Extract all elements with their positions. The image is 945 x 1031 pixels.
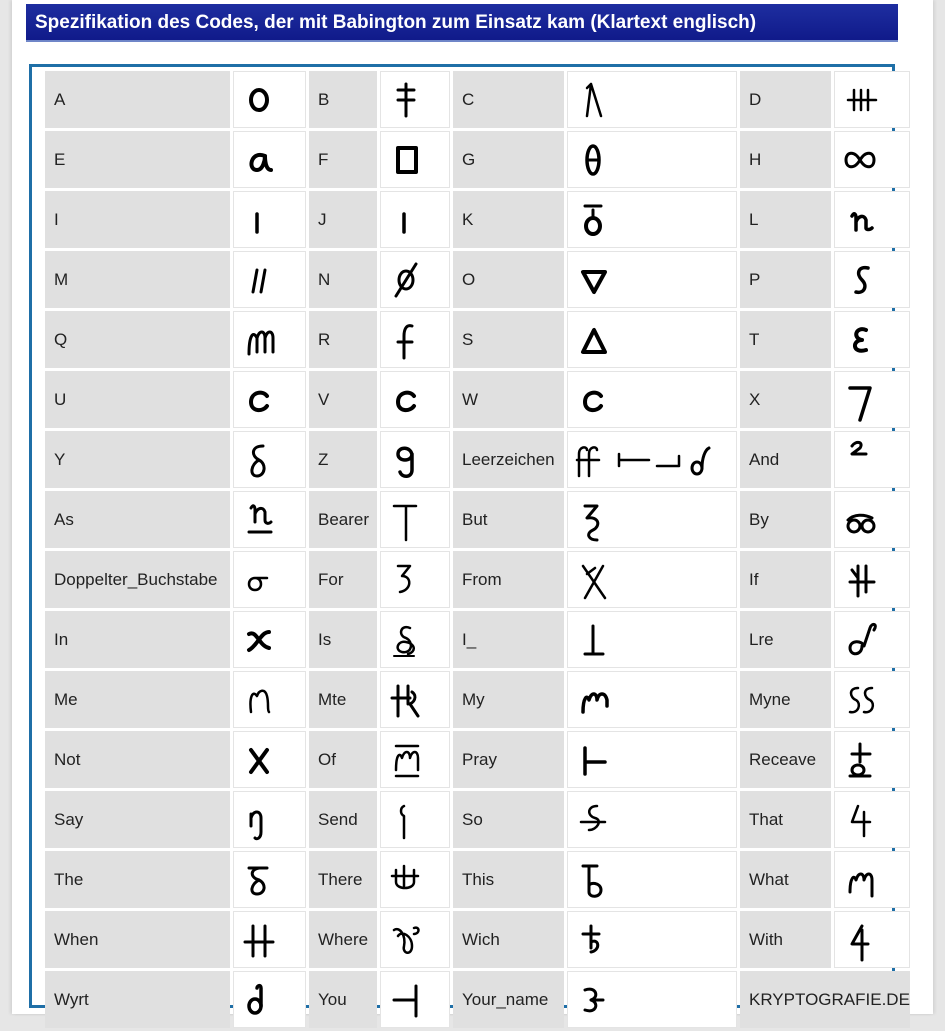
plaintext-label: So: [453, 791, 564, 848]
m-arch-cipher-symbol-icon: [233, 311, 306, 368]
table-row: [45, 191, 910, 248]
plaintext-label: A: [45, 71, 230, 128]
table-row: [45, 71, 910, 128]
gamma-loop-cipher-symbol-icon: [380, 911, 450, 968]
plaintext-label: Leerzeichen: [453, 431, 564, 488]
x-cipher-symbol-icon: [233, 731, 306, 788]
plaintext-label: P: [740, 251, 831, 308]
crossed-x-cipher-symbol-icon: [567, 551, 737, 608]
x-curl-cipher-symbol-icon: [233, 611, 306, 668]
double-o-cipher-symbol-icon: [834, 491, 910, 548]
eight-bar-cipher-symbol-icon: [233, 851, 306, 908]
plaintext-label: With: [740, 911, 831, 968]
table-row: [45, 971, 910, 1028]
plaintext-label: By: [740, 491, 831, 548]
down-triangle-cipher-symbol-icon: [567, 251, 737, 308]
seven-cipher-symbol-icon: [834, 371, 910, 428]
plaintext-label: I_: [453, 611, 564, 668]
plaintext-label: M: [45, 251, 230, 308]
plaintext-label: Of: [309, 731, 377, 788]
table-row: [45, 431, 910, 488]
c-cipher-symbol-icon: [233, 371, 306, 428]
c-cipher-symbol-icon: [380, 371, 450, 428]
plaintext-label: G: [453, 131, 564, 188]
eight-cipher-symbol-icon: [233, 431, 306, 488]
epsilon-cipher-symbol-icon: [834, 311, 910, 368]
two-cipher-symbol-icon: [834, 431, 910, 488]
plaintext-label: The: [45, 851, 230, 908]
plaintext-label: If: [740, 551, 831, 608]
plaintext-label: Pray: [453, 731, 564, 788]
n-curl-cipher-symbol-icon: [834, 191, 910, 248]
m-bar-cipher-symbol-icon: [380, 731, 450, 788]
double-dagger-cipher-symbol-icon: [380, 71, 450, 128]
table-row: [45, 851, 910, 908]
plaintext-label: H: [740, 131, 831, 188]
sigma-cipher-symbol-icon: [233, 551, 306, 608]
plaintext-label: R: [309, 311, 377, 368]
slashed-o-cipher-symbol-icon: [380, 251, 450, 308]
crossed-loop-cipher-symbol-icon: [567, 791, 737, 848]
plaintext-label: Doppelter_Buchstabe: [45, 551, 230, 608]
square-cipher-symbol-icon: [380, 131, 450, 188]
f-cipher-symbol-icon: [380, 311, 450, 368]
three-cipher-symbol-icon: [380, 551, 450, 608]
h-r-cipher-symbol-icon: [380, 671, 450, 728]
plaintext-label: Z: [309, 431, 377, 488]
watermark: KRYPTOGRAFIE.DE: [740, 971, 910, 1028]
plaintext-label: Send: [309, 791, 377, 848]
plaintext-label: My: [453, 671, 564, 728]
plaintext-label: But: [453, 491, 564, 548]
plaintext-label: B: [309, 71, 377, 128]
four-cipher-symbol-icon: [834, 791, 910, 848]
plaintext-label: E: [45, 131, 230, 188]
plaintext-label: Say: [45, 791, 230, 848]
infinity-cipher-symbol-icon: [834, 131, 910, 188]
plaintext-label: I: [45, 191, 230, 248]
table-row: [45, 611, 910, 668]
double-slash-cipher-symbol-icon: [233, 251, 306, 308]
table-row: [45, 371, 910, 428]
t-loop-cipher-symbol-icon: [834, 731, 910, 788]
plaintext-label: For: [309, 551, 377, 608]
plaintext-label: As: [45, 491, 230, 548]
bar-cipher-symbol-icon: [380, 191, 450, 248]
four-stem-cipher-symbol-icon: [834, 911, 910, 968]
plaintext-label: Wyrt: [45, 971, 230, 1028]
m-script-cipher-symbol-icon: [567, 671, 737, 728]
plaintext-label: Where: [309, 911, 377, 968]
plaintext-label: Wich: [453, 911, 564, 968]
table-row: [45, 551, 910, 608]
d-cipher-symbol-icon: [233, 971, 306, 1028]
plaintext-label: Bearer: [309, 491, 377, 548]
n-hook-cipher-symbol-icon: [233, 791, 306, 848]
loop-d-cipher-symbol-icon: [834, 611, 910, 668]
stand-cipher-symbol-icon: [567, 611, 737, 668]
n-underline-cipher-symbol-icon: [233, 491, 306, 548]
plaintext-label: X: [740, 371, 831, 428]
u-ornament-cipher-symbol-icon: [380, 851, 450, 908]
plaintext-label: This: [453, 851, 564, 908]
plaintext-label: Me: [45, 671, 230, 728]
plaintext-label: L: [740, 191, 831, 248]
plaintext-label: F: [309, 131, 377, 188]
table-row: [45, 251, 910, 308]
curly-z-cipher-symbol-icon: [567, 491, 737, 548]
plaintext-label: Your_name: [453, 971, 564, 1028]
plaintext-label: U: [45, 371, 230, 428]
hash-bars-cipher-symbol-icon: [834, 71, 910, 128]
table-row: [45, 911, 910, 968]
table-row: [45, 791, 910, 848]
o-bar-cipher-symbol-icon: [567, 191, 737, 248]
plaintext-label: Is: [309, 611, 377, 668]
s-stem-cipher-symbol-icon: [380, 791, 450, 848]
alpha-cipher-symbol-icon: [233, 131, 306, 188]
table-row: [45, 131, 910, 188]
c-cipher-symbol-icon: [567, 371, 737, 428]
plaintext-label: There: [309, 851, 377, 908]
t-b-cipher-symbol-icon: [567, 911, 737, 968]
m-tail-cipher-symbol-icon: [834, 851, 910, 908]
double-s-cipher-symbol-icon: [834, 671, 910, 728]
plaintext-label: Receave: [740, 731, 831, 788]
tee-cipher-symbol-icon: [380, 491, 450, 548]
plaintext-label: V: [309, 371, 377, 428]
loop-s-cipher-symbol-icon: [380, 611, 450, 668]
b-cipher-symbol-icon: [567, 851, 737, 908]
plaintext-label: Y: [45, 431, 230, 488]
circle-o-cipher-symbol-icon: [233, 71, 306, 128]
plaintext-label: Myne: [740, 671, 831, 728]
plaintext-label: J: [309, 191, 377, 248]
reverse-e-cipher-symbol-icon: [567, 971, 737, 1028]
plaintext-label: When: [45, 911, 230, 968]
table-row: [45, 311, 910, 368]
plaintext-label: And: [740, 431, 831, 488]
plaintext-label: T: [740, 311, 831, 368]
up-triangle-cipher-symbol-icon: [567, 311, 737, 368]
plaintext-label: C: [453, 71, 564, 128]
cipher-table: [42, 68, 913, 1031]
theta-cipher-symbol-icon: [567, 131, 737, 188]
plaintext-label: S: [453, 311, 564, 368]
lambda-cipher-symbol-icon: [567, 71, 737, 128]
double-cross-cipher-symbol-icon: [233, 911, 306, 968]
plaintext-label: O: [453, 251, 564, 308]
nine-cipher-symbol-icon: [380, 431, 450, 488]
page-title: Spezifikation des Codes, der mit Babington zum Einsatz kam (Klartext englisch): [26, 4, 898, 42]
plaintext-label: Mte: [309, 671, 377, 728]
plaintext-label: N: [309, 251, 377, 308]
plaintext-label: Lre: [740, 611, 831, 668]
plaintext-label: From: [453, 551, 564, 608]
table-row: [45, 491, 910, 548]
left-tee-cipher-symbol-icon: [567, 731, 737, 788]
plaintext-label: W: [453, 371, 564, 428]
bar-cipher-symbol-icon: [233, 191, 306, 248]
plaintext-label: You: [309, 971, 377, 1028]
right-tee-cipher-symbol-icon: [380, 971, 450, 1028]
plaintext-label: What: [740, 851, 831, 908]
plaintext-label: K: [453, 191, 564, 248]
table-row: [45, 731, 910, 788]
table-row: [45, 671, 910, 728]
plaintext-label: In: [45, 611, 230, 668]
m-open-cipher-symbol-icon: [233, 671, 306, 728]
plaintext-label: Q: [45, 311, 230, 368]
plaintext-label: Not: [45, 731, 230, 788]
nulls-cipher-symbol-icon: [567, 431, 737, 488]
four-hash-cipher-symbol-icon: [834, 551, 910, 608]
plaintext-label: That: [740, 791, 831, 848]
plaintext-label: D: [740, 71, 831, 128]
s-cipher-symbol-icon: [834, 251, 910, 308]
